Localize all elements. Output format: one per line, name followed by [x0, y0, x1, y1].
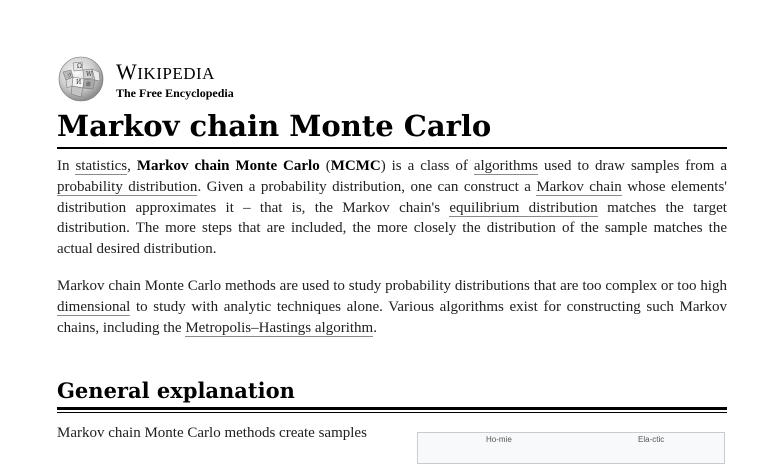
- section-heading: General explanation: [57, 378, 295, 403]
- wikipedia-logo[interactable]: [57, 55, 297, 105]
- bold-term: Markov chain Monte Carlo: [136, 158, 320, 174]
- link-markov-chain[interactable]: Markov chain: [536, 178, 622, 195]
- svg-text:Ω: Ω: [77, 63, 82, 70]
- second-paragraph: Markov chain Monte Carlo methods are used to study probability distributions that are too complex or too high dimensional to study with analytic techniques alone. Various algorithms exist for constructing such Markov chains, including the Metropolis–Hastings algorithm.: [57, 278, 727, 336]
- section-paragraph: Markov chain Monte Carlo methods create samples: [57, 425, 367, 441]
- link-metropolis-hastings[interactable]: Metropolis–Hastings algorithm: [185, 319, 374, 336]
- svg-text:ウ: ウ: [67, 73, 73, 79]
- link-probability-distribution[interactable]: probability distribution: [57, 178, 198, 195]
- wordmark: [116, 61, 234, 100]
- link-equilibrium-distribution[interactable]: equilibrium distribution: [449, 199, 598, 216]
- intro-paragraph: In statistics, Markov chain Monte Carlo (MCMC) is a class of algorithms used to draw samples from a probability distribution. Given a probability distribution, one can construct a Markov chain whose elements' distribution approximates it – that is, the Markov chain's equilibrium distribution matches the target distribution. The more steps that are included, the more closely the distribution of the sample matches the actual desired distribution.: [57, 158, 728, 258]
- wordmark-tagline: The Free Encyclopedia: [116, 86, 234, 100]
- figure-left-caption: Ho-mie: [486, 435, 512, 444]
- link-algorithms[interactable]: algorithms: [473, 158, 538, 174]
- figure-thumbnail[interactable]: [417, 432, 725, 464]
- svg-text:W: W: [86, 71, 93, 78]
- link-dimensional[interactable]: dimensional: [57, 298, 131, 315]
- title-divider: [57, 147, 727, 149]
- puzzle-globe-icon: [57, 55, 105, 103]
- wordmark-title: WIKIPEDIA: [116, 59, 215, 84]
- figure-right-caption: Ela-ctic: [638, 435, 665, 444]
- section-divider: [57, 407, 727, 410]
- svg-text:И: И: [76, 79, 82, 86]
- page-title: Markov chain Monte Carlo: [57, 109, 492, 143]
- section-divider-thin: [57, 412, 727, 413]
- svg-text:維: 維: [86, 82, 92, 88]
- bold-abbreviation: MCMC: [330, 158, 381, 174]
- link-statistics[interactable]: statistics: [75, 158, 128, 174]
